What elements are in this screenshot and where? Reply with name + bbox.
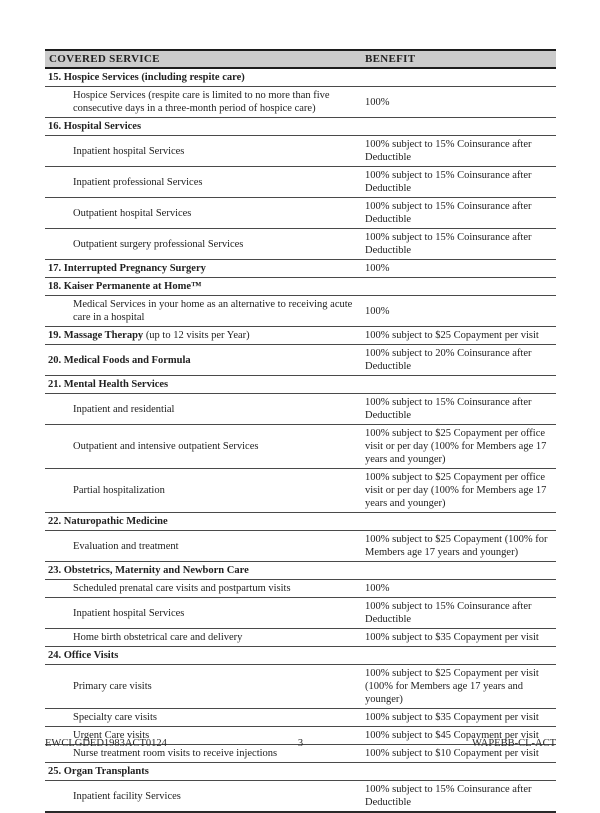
service-cell [45,631,365,644]
service-label: 16. Hospital Services [48,121,142,132]
service-label: 23. Obstetrics, Maternity and Newborn Care [48,565,249,576]
service-cell [45,145,365,158]
benefit-cell: 100% subject to $35 Copayment per visit [365,712,539,723]
table-row [45,87,556,118]
service-label: Outpatient and intensive outpatient Services [73,441,259,452]
service-cell [45,484,365,497]
benefit-cell: 100% [365,96,390,108]
table-row [45,513,556,531]
benefit-cell: 100% [365,583,390,594]
service-cell [45,649,365,662]
service-label: Inpatient and residential [73,403,175,415]
table-row [45,394,556,425]
benefit-cell: 100% subject to 15% Coinsurance after Deductible [365,170,532,194]
table-body [45,69,556,813]
benefit-cell: 100% subject to $25 Copayment per visit [365,330,539,341]
footer-doc-code: EWCLGDED1983ACT0124 [45,738,167,749]
benefit-cell: 100% subject to $35 Copayment per visit [365,632,539,643]
service-label: Medical Services in your home as an alternative to receiving acute care in a hospital [73,299,353,323]
footer-page-number: 3 [297,738,304,749]
table-row [45,229,556,260]
service-label: Scheduled prenatal care visits and postpartum visits [73,583,291,594]
table-row [45,345,556,376]
table-row [45,598,556,629]
service-label: Inpatient facility Services [73,790,181,802]
benefits-table [45,49,556,813]
table-row [45,469,556,513]
service-cell [45,71,365,84]
service-label: Urgent Care visits [73,730,150,741]
service-label: 24. Office Visits [48,650,119,661]
service-cell [45,564,365,577]
benefit-cell: 100% [365,263,390,274]
service-label: Nurse treatment room visits to receive injections [73,748,278,759]
table-row [45,198,556,229]
benefit-cell: 100% subject to 15% Coinsurance after Deductible [365,201,532,225]
benefit-cell: 100% subject to $25 Copayment per office visit or per day (100% for Members age 17 years and younger) [365,428,547,465]
table-row [45,296,556,327]
benefit-cell: 100% subject to 15% Coinsurance after Deductible [365,397,532,421]
table-row [45,781,556,813]
column-header-covered-service: COVERED SERVICE [49,53,160,65]
benefit-cell: 100% subject to $25 Copayment per visit (100% for Members age 17 years and younger) [365,668,539,705]
service-label: Outpatient hospital Services [73,207,192,219]
page-footer [45,738,556,749]
service-label: Partial hospitalization [73,485,165,496]
service-cell [45,378,365,391]
table-row [45,531,556,562]
service-label: 20. Medical Foods and Formula [48,354,191,366]
benefit-cell: 100% subject to $25 Copayment (100% for Members age 17 years and younger) [365,534,548,558]
table-row [45,425,556,469]
service-cell [45,329,365,342]
service-cell [45,89,365,115]
table-row [45,562,556,580]
table-row [45,118,556,136]
table-row [45,763,556,781]
service-cell [45,540,365,553]
service-cell [45,680,365,693]
service-cell [45,262,365,275]
service-label: 19. Massage Therapy [48,330,144,341]
column-header-benefit: BENEFIT [365,53,416,65]
benefit-cell: 100% subject to 15% Coinsurance after Deductible [365,232,532,256]
table-row [45,629,556,647]
service-cell [45,207,365,220]
benefit-cell: 100% subject to 15% Coinsurance after Deductible [365,601,532,625]
table-row [45,136,556,167]
service-label: Outpatient surgery professional Services [73,238,244,250]
table-row [45,376,556,394]
service-cell [45,403,365,416]
service-cell [45,238,365,251]
benefit-cell: 100% subject to 20% Coinsurance after Deductible [365,348,532,372]
service-label: Home birth obstetrical care and delivery [73,632,243,643]
service-note: (up to 12 visits per Year) [143,330,250,341]
service-label: Hospice Services (respite care is limited to no more than five consecutive days in a three-month period of hospice care) [73,90,330,114]
service-cell [45,120,365,133]
benefit-cell: 100% subject to $45 Copayment per visit [365,730,539,741]
table-row [45,665,556,709]
benefit-cell: 100% subject to $10 Copayment per visit [365,748,539,759]
service-label: 18. Kaiser Permanente at Home™ [48,281,202,292]
table-row [45,260,556,278]
table-row [45,69,556,87]
table-row [45,647,556,665]
service-cell [45,607,365,620]
service-label: 22. Naturopathic Medicine [48,516,168,527]
service-cell [45,176,365,189]
service-cell [45,280,365,293]
footer-form-code: WAPEBB-CL-ACT [471,738,556,749]
benefit-cell: 100% subject to 15% Coinsurance after Deductible [365,139,532,163]
service-label: 21. Mental Health Services [48,379,169,390]
benefit-cell: 100% subject to 15% Coinsurance after Deductible [365,784,532,808]
service-label: 25. Organ Transplants [48,766,149,777]
table-row [45,167,556,198]
service-label: Inpatient professional Services [73,176,203,188]
service-label: Primary care visits [73,681,152,692]
service-cell [45,765,365,778]
service-label: Inpatient hospital Services [73,607,185,619]
table-row [45,580,556,598]
benefit-cell: 100% [365,305,390,317]
table-row [45,278,556,296]
service-label: 17. Interrupted Pregnancy Surgery [48,263,206,274]
table-row [45,709,556,727]
benefit-cell: 100% subject to $25 Copayment per office visit or per day (100% for Members age 17 years and younger) [365,472,547,509]
service-cell [45,582,365,595]
service-label: 15. Hospice Services (including respite care) [48,72,245,83]
service-label: Specialty care visits [73,712,157,723]
service-cell [45,354,365,367]
table-header-row [45,49,556,69]
service-cell [45,440,365,453]
service-cell [45,711,365,724]
service-label: Evaluation and treatment [73,540,179,552]
service-cell [45,790,365,803]
service-cell [45,298,365,324]
table-row [45,327,556,345]
service-label: Inpatient hospital Services [73,145,185,157]
service-cell [45,515,365,528]
